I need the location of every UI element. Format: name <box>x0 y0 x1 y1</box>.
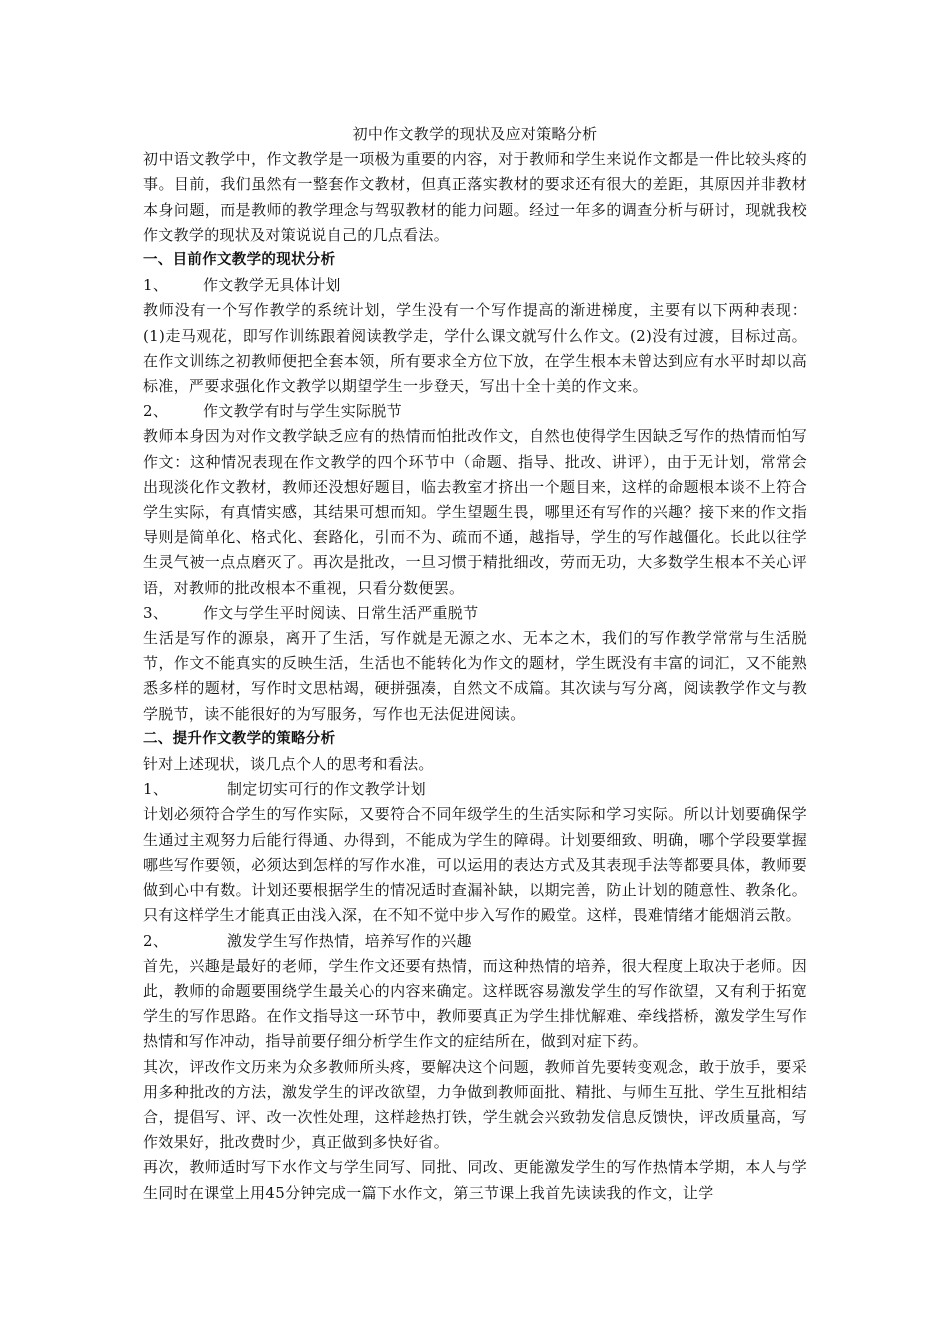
section1-item2-body: 教师本身因为对作文教学缺乏应有的热情而怕批改作文，自然也使得学生因缺乏写作的热情而怕写作文：这种情况表现在作文教学的四个环节中（命题、指导、批改、讲评），由于无计划，常常会出现淡化作文教材，教师还没想好题目，临去教室才挤出一个题目来，这样的命题根本谈不上符合学生实际，有真情实感，其结果可想而知。学生望题生畏，哪里还有写作的兴趣？接下来的作文指导则是简单化、格式化、套路化，引而不为、疏而不通，越指导，学生的写作越僵化。长此以往学生灵气被一点点磨灭了。再次是批改，一旦习惯于精批细改，劳而无功，大多数学生根本不关心评语，对教师的批改根本不重视，只看分数便罢。 <box>143 427 807 597</box>
section1-item3-title <box>143 601 807 626</box>
section1-item2-title <box>143 399 807 424</box>
section1-item1-body: 教师没有一个写作教学的系统计划，学生没有一个写作提高的渐进梯度，主要有以下两种表现：(1)走马观花，即写作训练跟着阅读教学走，学什么课文就写什么作文。(2)没有过渡，目标过高。在作文训练之初教师便把全套本领，所有要求全方位下放，在学生根本未曾达到应有水平时却以高标准，严要求强化作文教学以期望学生一步登天，写出十全十美的作文来。 <box>143 301 807 396</box>
item-title: 作文与学生平时阅读、日常生活严重脱节 <box>203 603 479 622</box>
section2-item2-para1: 首先，兴趣是最好的老师，学生作文还要有热情，而这种热情的培养，很大程度上取决于老师。因此，教师的命题要围绕学生最关心的内容来确定。这样既容易激发学生的写作欲望，又有利于拓宽学生的写作思路。在作文指导这一环节中，教师要真正为学生排忧解难、牵线搭桥，激发学生写作热情和写作冲动，指导前要仔细分析学生作文的症结所在，做到对症下药。 <box>143 956 807 1051</box>
section2-heading: 二、提升作文教学的策略分析 <box>143 730 336 747</box>
section1-item1-title <box>143 273 807 298</box>
section1-heading: 一、目前作文教学的现状分析 <box>143 252 336 269</box>
item-number: 1、 <box>143 276 169 295</box>
document-title: 初中作文教学的现状及应对策略分析 <box>352 125 598 143</box>
item-title: 作文教学无具体计划 <box>203 276 341 295</box>
section2-item1-title <box>143 777 807 802</box>
section2-item1-body: 计划必须符合学生的写作实际，又要符合不同年级学生的生活实际和学习实际。所以计划要确保学生通过主观努力后能行得通、办得到，不能成为学生的障碍。计划要细致、明确，哪个学段要掌握哪些写作要领，必须达到怎样的写作水准，可以运用的表达方式及其表现手法等都要具体，教师要做到心中有数。计划还要根据学生的情况适时查漏补缺，以期完善，防止计划的随意性、教条化。只有这样学生才能真正由浅入深，在不知不觉中步入写作的殿堂。这样，畏难情绪才能烟消云散。 <box>143 805 807 925</box>
item-title: 制定切实可行的作文教学计划 <box>227 780 426 799</box>
intro-paragraph: 初中语文教学中，作文教学是一项极为重要的内容，对于教师和学生来说作文都是一件比较头疼的事。目前，我们虽然有一整套作文教材，但真正落实教材的要求还有很大的差距，其原因并非教材本身问题，而是教师的教学理念与驾驭教材的能力问题。经过一年多的调查分析与研讨，现就我校作文教学的现状及对策说说自己的几点看法。 <box>143 150 807 244</box>
document-page <box>143 122 807 1206</box>
item-number: 2、 <box>143 931 169 950</box>
item-number: 2、 <box>143 402 169 421</box>
section1-item3-body: 生活是写作的源泉，离开了生活，写作就是无源之水、无本之木，我们的写作教学常常与生活脱节，作文不能真实的反映生活，生活也不能转化为作文的题材，学生既没有丰富的词汇，又不能熟悉多样的题材，写作时文思枯竭，硬拼强凑，自然文不成篇。其次读与写分离，阅读教学作文与教学脱节，读不能很好的为写服务，写作也无法促进阅读。 <box>143 629 807 723</box>
section2-item2-para3: 再次，教师适时写下水作文与学生同写、同批、同改、更能激发学生的写作热情本学期，本人与学生同时在课堂上用45分钟完成一篇下水作文，第三节课上我首先读读我的作文，让学 <box>143 1158 807 1202</box>
section2-lead: 针对上述现状，谈几点个人的思考和看法。 <box>143 755 434 774</box>
item-title: 作文教学有时与学生实际脱节 <box>203 402 402 421</box>
section2-item2-para2: 其次，评改作文历来为众多教师所头疼，要解决这个问题，教师首先要转变观念，敢于放手，要采用多种批改的方法，激发学生的评改欲望，力争做到教师面批、精批、与师生互批、学生互批相结合，提倡写、评、改一次性处理，这样趁热打铁，学生就会兴致勃发信息反馈快，评改质量高，写作效果好，批改费时少，真正做到多快好省。 <box>143 1057 807 1152</box>
section2-item2-title <box>143 929 807 954</box>
item-number: 3、 <box>143 603 169 622</box>
item-title: 激发学生写作热情，培养写作的兴趣 <box>227 931 472 950</box>
item-number: 1、 <box>143 780 169 799</box>
